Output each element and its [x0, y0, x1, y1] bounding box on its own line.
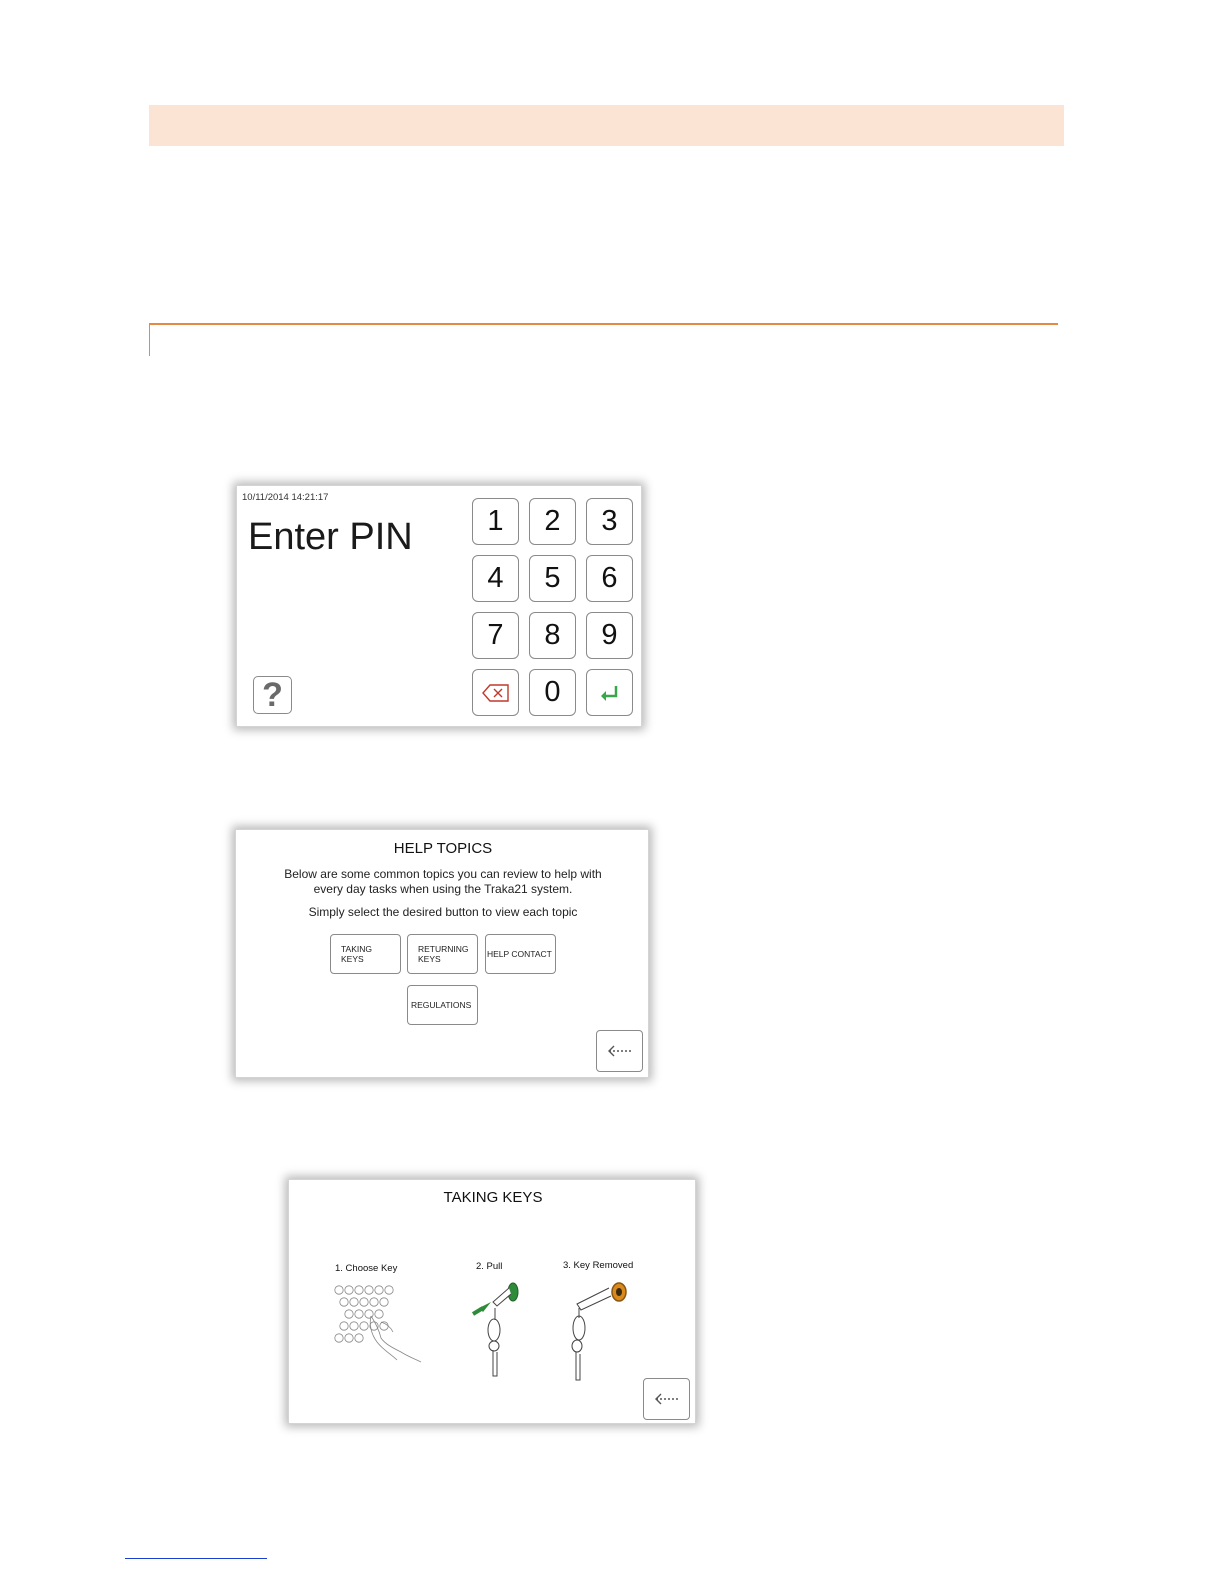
taking-keys-label-2: KEYS: [341, 954, 364, 964]
heading-rule-tick: [149, 323, 150, 356]
step-choose-key-label: 1. Choose Key: [335, 1263, 398, 1274]
back-button[interactable]: [596, 1030, 643, 1072]
back-button[interactable]: [643, 1378, 690, 1420]
pull-key-illustration: [467, 1278, 529, 1382]
returning-keys-label-1: RETURNING: [418, 944, 469, 954]
back-arrow-icon: [607, 1044, 633, 1058]
key-2[interactable]: 2: [529, 498, 576, 545]
key-5[interactable]: 5: [529, 555, 576, 602]
returning-keys-label-2: KEYS: [418, 954, 441, 964]
footnote-separator: [125, 1558, 267, 1559]
help-topics-screenshot: [235, 829, 649, 1078]
help-instruction-text: Simply select the desired button to view each topic: [308, 905, 578, 919]
key-4[interactable]: 4: [472, 555, 519, 602]
taking-keys-label-1: TAKING: [341, 944, 373, 954]
backspace-button[interactable]: [472, 669, 519, 716]
help-topics-title: HELP TOPICS: [393, 840, 493, 857]
taking-keys-screenshot: [288, 1179, 696, 1424]
regulations-button[interactable]: REGULATIONS: [407, 985, 478, 1025]
enter-icon: [599, 684, 621, 702]
key-removed-illustration: [563, 1278, 633, 1386]
heading-rule: [149, 323, 1058, 325]
step-pull-label: 2. Pull: [476, 1261, 503, 1272]
key-1[interactable]: 1: [472, 498, 519, 545]
key-8[interactable]: 8: [529, 612, 576, 659]
key-3[interactable]: 3: [586, 498, 633, 545]
back-arrow-icon: [654, 1392, 680, 1406]
help-button[interactable]: ?: [253, 676, 292, 714]
returning-keys-button[interactable]: [407, 934, 478, 974]
backspace-icon: [482, 683, 510, 703]
taking-keys-title: TAKING KEYS: [443, 1189, 543, 1206]
enter-button[interactable]: [586, 669, 633, 716]
help-intro-line-2: every day tasks when using the Traka21 system.: [313, 882, 573, 896]
choose-key-illustration: [333, 1282, 425, 1364]
section-banner: [149, 105, 1064, 146]
datetime-label: 10/11/2014 14:21:17: [242, 492, 329, 503]
help-intro-text: [236, 867, 650, 897]
key-6[interactable]: 6: [586, 555, 633, 602]
taking-keys-button[interactable]: [330, 934, 401, 974]
key-7[interactable]: 7: [472, 612, 519, 659]
help-contact-button[interactable]: HELP CONTACT: [485, 934, 556, 974]
pin-title: Enter PIN: [248, 516, 413, 558]
pin-entry-screenshot: [236, 485, 642, 727]
step-key-removed-label: 3. Key Removed: [563, 1260, 634, 1271]
key-9[interactable]: 9: [586, 612, 633, 659]
help-intro-line-1: Below are some common topics you can review to help with: [284, 867, 602, 881]
key-0[interactable]: 0: [529, 669, 576, 716]
